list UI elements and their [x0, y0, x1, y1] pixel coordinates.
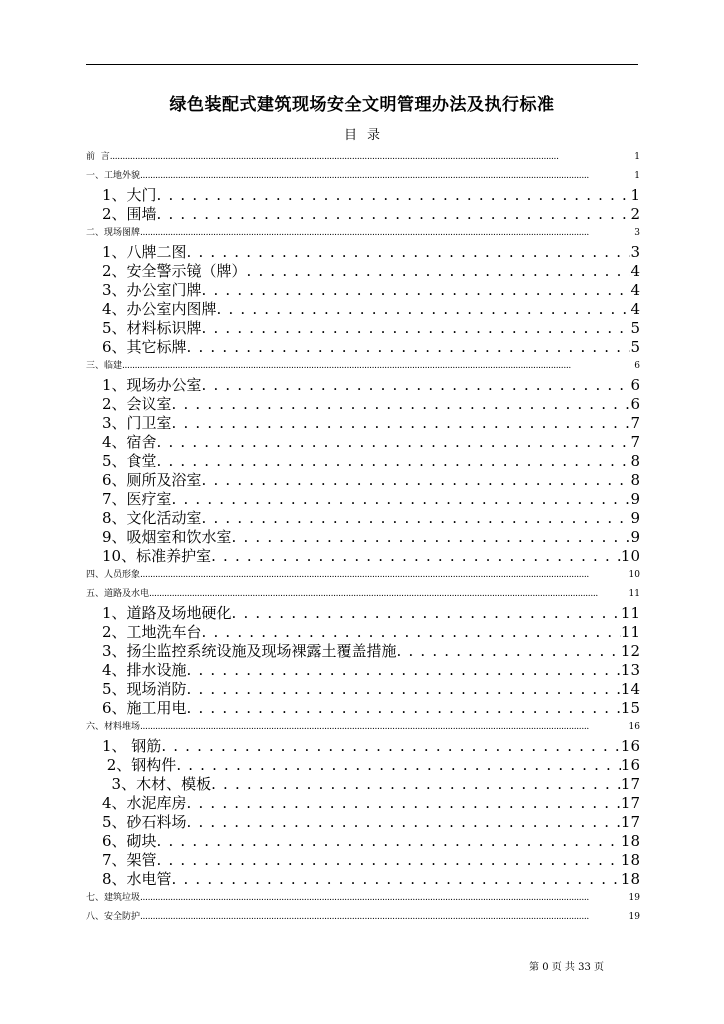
- toc-entry-label: 3、木材、模板: [102, 775, 212, 793]
- toc-entry-label: 9、吸烟室和饮水室: [102, 528, 232, 546]
- table-of-contents: [86, 148, 640, 927]
- dot-leader: [172, 414, 631, 433]
- toc-entry-page: 18: [620, 851, 640, 869]
- dot-leader: [211, 547, 621, 566]
- toc-entry-label: 六、材料堆场: [86, 718, 140, 737]
- toc-section-entry[interactable]: [86, 224, 640, 243]
- toc-entry-page: 1: [630, 186, 640, 204]
- toc-entry-page: 11: [620, 623, 640, 641]
- toc-section-entry[interactable]: [86, 585, 640, 604]
- toc-entry-page: 11: [620, 604, 640, 622]
- toc-entry-label: 10、标准养护室: [102, 547, 212, 565]
- toc-item-entry[interactable]: [86, 186, 640, 205]
- toc-entry-label: 三、临建: [86, 357, 122, 376]
- toc-item-entry[interactable]: [86, 490, 640, 509]
- toc-item-entry[interactable]: [86, 243, 640, 262]
- dot-leader: [187, 699, 621, 718]
- toc-entry-label: 四、人员形象: [86, 566, 140, 585]
- toc-item-entry[interactable]: [86, 414, 640, 433]
- dot-leader: [211, 775, 621, 794]
- dot-leader: [202, 319, 631, 338]
- toc-item-entry[interactable]: [86, 452, 640, 471]
- toc-item-entry[interactable]: [86, 205, 640, 224]
- dot-leader: [140, 566, 629, 585]
- toc-entry-page: 17: [620, 775, 640, 793]
- toc-section-entry[interactable]: [86, 357, 640, 376]
- toc-entry-page: 19: [629, 908, 640, 927]
- toc-item-entry[interactable]: [86, 756, 640, 775]
- toc-item-entry[interactable]: [86, 471, 640, 490]
- toc-section-entry[interactable]: [86, 566, 640, 585]
- toc-entry-page: 18: [620, 832, 640, 850]
- toc-entry-label: 2、工地洗车台: [102, 623, 202, 641]
- dot-leader: [122, 357, 634, 376]
- toc-item-entry[interactable]: [86, 528, 640, 547]
- toc-item-entry[interactable]: [86, 338, 640, 357]
- toc-entry-label: 1、八牌二图: [102, 243, 187, 261]
- toc-entry-page: 6: [630, 395, 640, 413]
- toc-entry-label: 3、扬尘监控系统设施及现场裸露土覆盖措施: [102, 642, 397, 660]
- toc-entry-label: 1、现场办公室: [102, 376, 202, 394]
- toc-item-entry[interactable]: [86, 604, 640, 623]
- toc-item-entry[interactable]: [86, 737, 640, 756]
- dot-leader: [140, 718, 629, 737]
- toc-entry-label: 7、架管: [102, 851, 157, 869]
- toc-entry-label: 1、 钢筋: [102, 737, 162, 755]
- toc-entry-page: 19: [629, 889, 640, 908]
- dot-leader: [172, 395, 631, 414]
- dot-leader: [202, 623, 621, 642]
- toc-item-entry[interactable]: [86, 623, 640, 642]
- toc-entry-label: 5、砂石料场: [102, 813, 187, 831]
- toc-item-entry[interactable]: [86, 281, 640, 300]
- dot-leader: [232, 528, 631, 547]
- toc-item-entry[interactable]: [86, 832, 640, 851]
- toc-entry-page: 6: [634, 357, 640, 376]
- toc-entry-page: 13: [620, 661, 640, 679]
- toc-entry-page: 8: [630, 452, 640, 470]
- toc-entry-label: 4、排水设施: [102, 661, 187, 679]
- toc-entry-page: 17: [620, 813, 640, 831]
- toc-heading: 目录: [343, 128, 390, 143]
- toc-entry-label: 7、医疗室: [102, 490, 172, 508]
- dot-leader: [157, 851, 621, 870]
- toc-item-entry[interactable]: [86, 870, 640, 889]
- toc-item-entry[interactable]: [86, 642, 640, 661]
- toc-entry-page: 12: [620, 642, 640, 660]
- dot-leader: [110, 148, 635, 167]
- toc-entry-label: 五、道路及水电: [86, 585, 149, 604]
- toc-entry-label: 一、工地外貌: [86, 167, 140, 186]
- toc-item-entry[interactable]: [86, 433, 640, 452]
- dot-leader: [176, 756, 621, 775]
- toc-entry-label: 3、办公室门牌: [102, 281, 202, 299]
- toc-entry-page: 4: [630, 281, 640, 299]
- page-footer: 第 0 页 共 33 页: [529, 962, 604, 973]
- toc-entry-label: 七、建筑垃圾: [86, 889, 140, 908]
- toc-entry-page: 16: [629, 718, 640, 737]
- toc-entry-page: 16: [620, 737, 640, 755]
- toc-item-entry[interactable]: [86, 395, 640, 414]
- toc-entry-page: 11: [629, 585, 640, 604]
- toc-entry-page: 15: [620, 699, 640, 717]
- dot-leader: [187, 813, 621, 832]
- toc-item-entry[interactable]: [86, 813, 640, 832]
- toc-entry-label: 2、安全警示镜（牌）: [102, 262, 247, 280]
- toc-section-entry[interactable]: [86, 889, 640, 908]
- toc-entry-label: 4、水泥库房: [102, 794, 187, 812]
- toc-entry-page: 14: [620, 680, 640, 698]
- toc-entry-page: 16: [620, 756, 640, 774]
- toc-item-entry[interactable]: [86, 300, 640, 319]
- toc-entry-page: 3: [634, 224, 640, 243]
- toc-entry-page: 2: [630, 205, 640, 223]
- toc-entry-label: 6、砌块: [102, 832, 157, 850]
- toc-entry-label: 2、钢构件: [102, 756, 177, 774]
- toc-entry-label: 8、文化活动室: [102, 509, 202, 527]
- dot-leader: [202, 281, 631, 300]
- dot-leader: [232, 604, 621, 623]
- dot-leader: [140, 224, 634, 243]
- toc-entry-label: 5、现场消防: [102, 680, 187, 698]
- toc-entry-label: 6、施工用电: [102, 699, 187, 717]
- dot-leader: [157, 452, 631, 471]
- dot-leader: [247, 262, 631, 281]
- dot-leader: [157, 186, 631, 205]
- dot-leader: [217, 300, 631, 319]
- toc-entry-label: 1、道路及场地硬化: [102, 604, 232, 622]
- toc-entry-label: 6、厕所及浴室: [102, 471, 202, 489]
- dot-leader: [202, 471, 631, 490]
- toc-entry-page: 10: [629, 566, 640, 585]
- dot-leader: [140, 889, 629, 908]
- toc-entry-page: 9: [630, 490, 640, 508]
- toc-entry-page: 9: [630, 528, 640, 546]
- toc-entry-page: 7: [630, 414, 640, 432]
- toc-entry-page: 17: [620, 794, 640, 812]
- dot-leader: [187, 243, 631, 262]
- toc-entry-page: 1: [634, 148, 640, 167]
- toc-item-entry[interactable]: [86, 680, 640, 699]
- dot-leader: [157, 433, 631, 452]
- toc-entry-label: 6、其它标牌: [102, 338, 187, 356]
- toc-entry-label: 2、会议室: [102, 395, 172, 413]
- dot-leader: [172, 490, 631, 509]
- toc-entry-label: 4、宿舍: [102, 433, 157, 451]
- toc-entry-label: 5、食堂: [102, 452, 157, 470]
- toc-entry-label: 1、大门: [102, 186, 157, 204]
- dot-leader: [202, 509, 631, 528]
- dot-leader: [140, 167, 634, 186]
- document-title: 绿色装配式建筑现场安全文明管理办法及执行标准: [169, 95, 555, 115]
- dot-leader: [157, 205, 631, 224]
- dot-leader: [149, 585, 629, 604]
- toc-entry-page: 10: [620, 547, 640, 565]
- toc-entry-page: 8: [630, 471, 640, 489]
- toc-item-entry[interactable]: [86, 376, 640, 395]
- toc-entry-page: 1: [634, 167, 640, 186]
- toc-section-entry[interactable]: [86, 908, 640, 927]
- toc-item-entry[interactable]: [86, 775, 640, 794]
- toc-item-entry[interactable]: [86, 319, 640, 338]
- toc-item-entry[interactable]: [86, 851, 640, 870]
- toc-item-entry[interactable]: [86, 661, 640, 680]
- header-rule: [86, 64, 638, 65]
- dot-leader: [187, 680, 621, 699]
- toc-entry-label: 8、水电管: [102, 870, 172, 888]
- toc-entry-page: 5: [630, 319, 640, 337]
- dot-leader: [202, 376, 631, 395]
- toc-entry-page: 3: [630, 243, 640, 261]
- dot-leader: [187, 794, 621, 813]
- dot-leader: [157, 832, 621, 851]
- dot-leader: [187, 661, 621, 680]
- toc-entry-label: 2、围墙: [102, 205, 157, 223]
- toc-entry-label: 5、材料标识牌: [102, 319, 202, 337]
- dot-leader: [187, 338, 631, 357]
- toc-entry-page: 4: [630, 262, 640, 280]
- toc-entry-page: 4: [630, 300, 640, 318]
- toc-item-entry[interactable]: [86, 699, 640, 718]
- toc-entry-page: 5: [630, 338, 640, 356]
- dot-leader: [172, 870, 621, 889]
- dot-leader: [161, 737, 621, 756]
- toc-section-entry[interactable]: [86, 718, 640, 737]
- toc-item-entry[interactable]: [86, 262, 640, 281]
- toc-item-entry[interactable]: [86, 509, 640, 528]
- toc-entry-label: 八、安全防护: [86, 908, 140, 927]
- toc-section-entry[interactable]: [86, 167, 640, 186]
- toc-section-entry[interactable]: [86, 148, 640, 167]
- toc-item-entry[interactable]: [86, 547, 640, 566]
- toc-entry-page: 7: [630, 433, 640, 451]
- dot-leader: [140, 908, 629, 927]
- toc-entry-page: 9: [630, 509, 640, 527]
- toc-entry-label: 3、门卫室: [102, 414, 172, 432]
- toc-entry-label: 前 言: [86, 148, 110, 167]
- toc-entry-page: 6: [630, 376, 640, 394]
- toc-entry-page: 18: [620, 870, 640, 888]
- toc-item-entry[interactable]: [86, 794, 640, 813]
- toc-entry-label: 4、办公室内图牌: [102, 300, 217, 318]
- dot-leader: [397, 642, 621, 661]
- toc-entry-label: 二、现场图牌: [86, 224, 140, 243]
